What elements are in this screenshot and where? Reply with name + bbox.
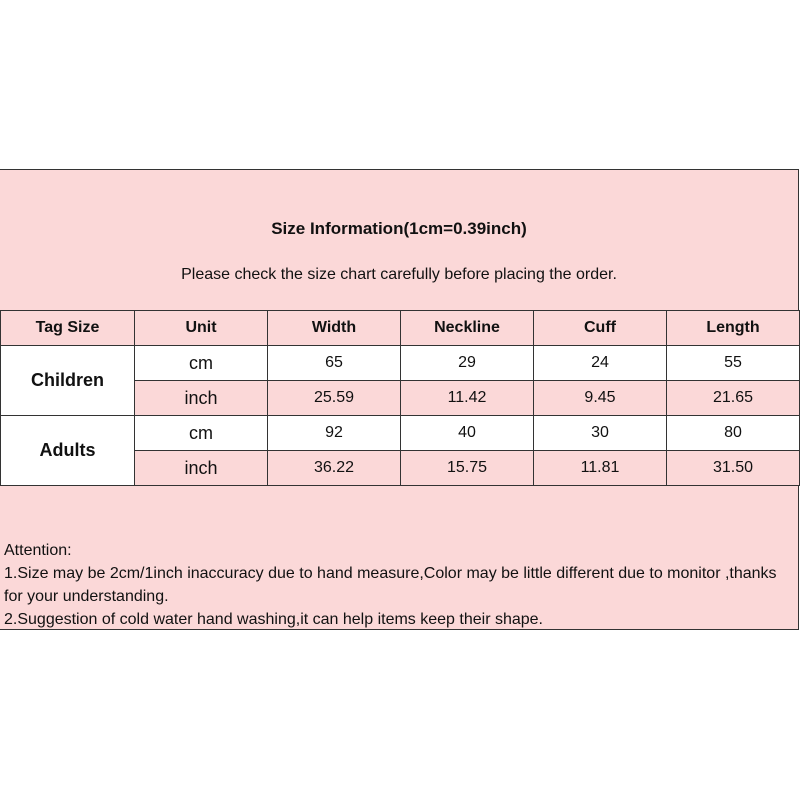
header-width: Width [268, 311, 401, 346]
value-cell: 80 [667, 416, 800, 451]
value-cell: 29 [401, 346, 534, 381]
table-row [1, 346, 800, 381]
value-cell: 21.65 [667, 381, 800, 416]
table-row [1, 416, 800, 451]
header-neckline: Neckline [401, 311, 534, 346]
unit-cell: inch [135, 451, 268, 486]
unit-cell: inch [135, 381, 268, 416]
header-tag-size: Tag Size [1, 311, 135, 346]
value-cell: 24 [534, 346, 667, 381]
unit-cell: cm [135, 416, 268, 451]
header-cuff: Cuff [534, 311, 667, 346]
header-unit: Unit [135, 311, 268, 346]
value-cell: 92 [268, 416, 401, 451]
attention-note-1: 1.Size may be 2cm/1inch inaccuracy due to hand measure,Color may be little different due to monitor ,thanks for your understanding. [4, 565, 777, 605]
size-info-panel [0, 169, 799, 630]
value-cell: 31.50 [667, 451, 800, 486]
size-table [0, 310, 800, 486]
value-cell: 25.59 [268, 381, 401, 416]
group-label-adults: Adults [1, 416, 135, 486]
attention-notes [4, 539, 794, 631]
value-cell: 40 [401, 416, 534, 451]
table-header-row [1, 311, 800, 346]
value-cell: 65 [268, 346, 401, 381]
value-cell: 55 [667, 346, 800, 381]
header-length: Length [667, 311, 800, 346]
page-title: Size Information(1cm=0.39inch) [271, 219, 527, 238]
value-cell: 15.75 [401, 451, 534, 486]
group-label-children: Children [1, 346, 135, 416]
value-cell: 11.81 [534, 451, 667, 486]
value-cell: 11.42 [401, 381, 534, 416]
value-cell: 36.22 [268, 451, 401, 486]
attention-heading: Attention: [4, 542, 72, 559]
value-cell: 9.45 [534, 381, 667, 416]
page-subtitle: Please check the size chart carefully before placing the order. [181, 266, 617, 283]
attention-note-2: 2.Suggestion of cold water hand washing,it can help items keep their shape. [4, 611, 543, 628]
value-cell: 30 [534, 416, 667, 451]
unit-cell: cm [135, 346, 268, 381]
